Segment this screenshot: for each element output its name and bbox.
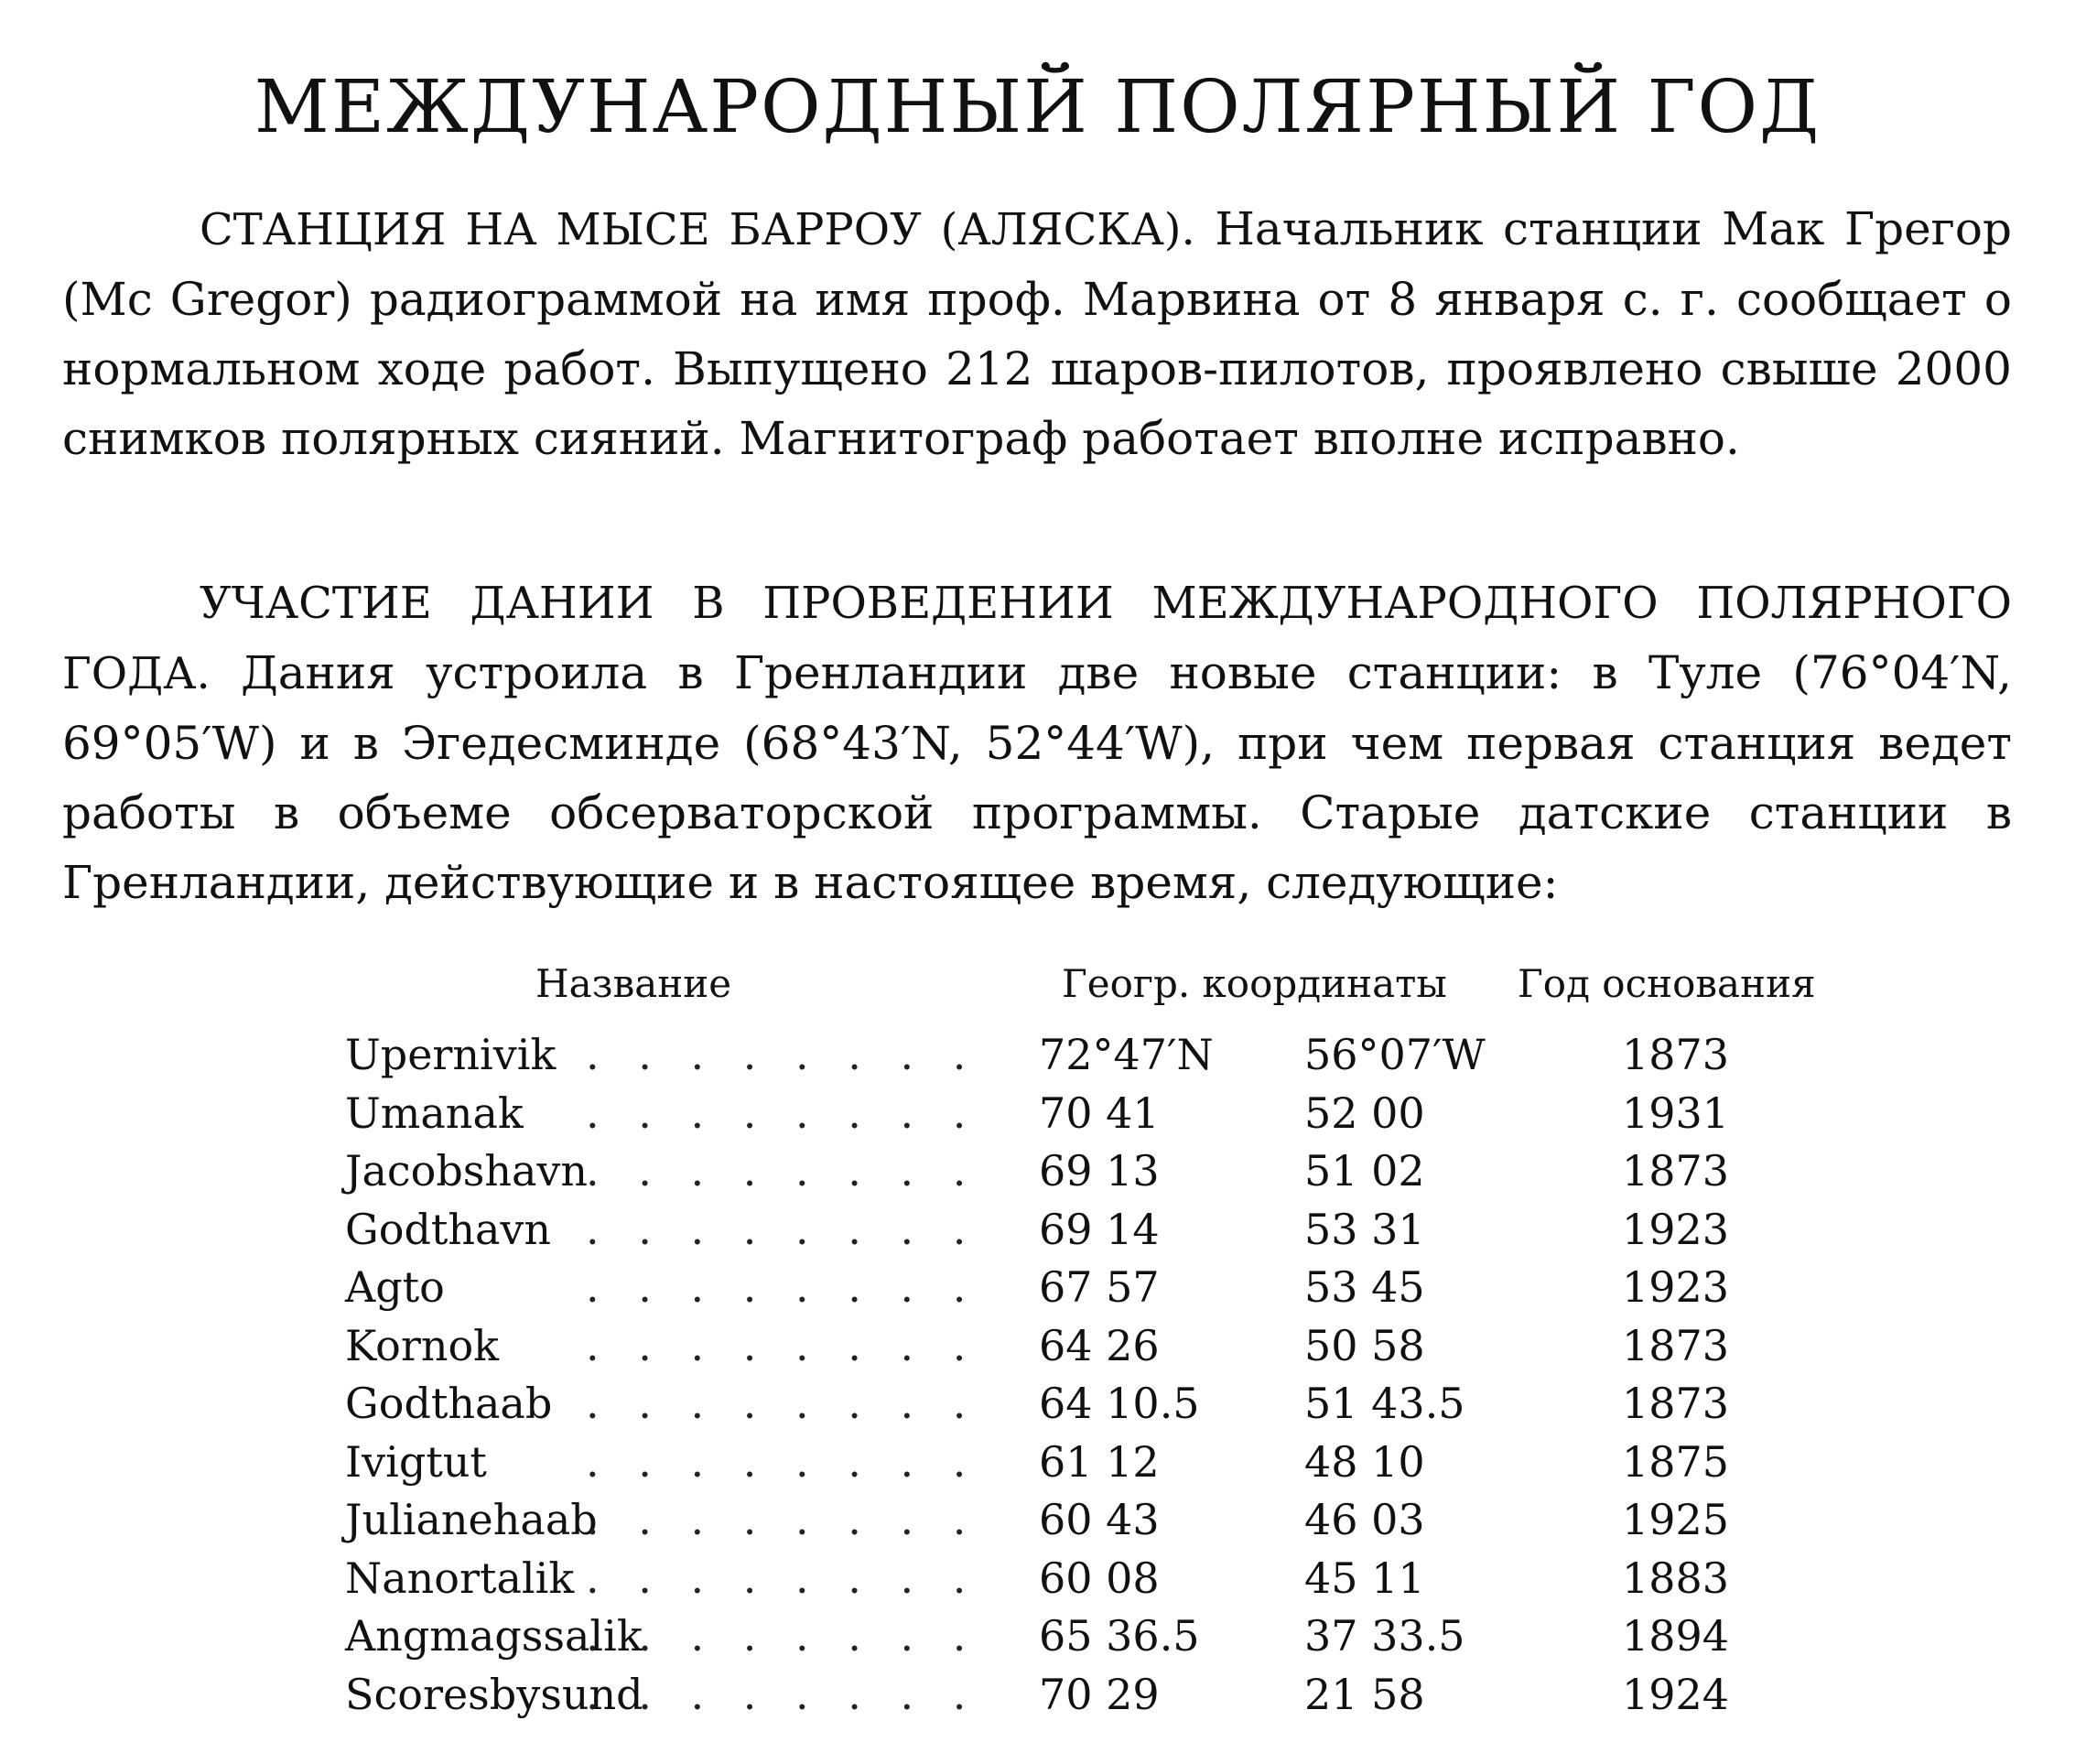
paragraph-text: Дания устроила в Гренландии две новые станции: в Туле (76°04′N, 69°05′W) и в Эгедесминде (68°43′N, 52°44′W), при чем первая станция ведет работы в объеме обсерваторской программы. Старые датские станции в Гренландии, действующие и в настоящее время, следующие: [62, 646, 2012, 909]
latitude: 69 13 [1039, 1146, 1160, 1196]
longitude: 46 03 [1304, 1495, 1425, 1544]
latitude: 69 14 [1039, 1204, 1160, 1254]
table-row [0, 1030, 2075, 1088]
latitude: 65 36.5 [1039, 1611, 1200, 1661]
table-row [0, 1321, 2075, 1380]
station-name: Agto [345, 1262, 445, 1312]
founding-year: 1883 [1622, 1553, 1730, 1603]
leader-dots: . . . . . . . . [586, 1262, 979, 1312]
station-name: Upernivik [345, 1030, 557, 1079]
leader-dots: . . . . . . . . [586, 1204, 979, 1254]
latitude: 64 26 [1039, 1320, 1160, 1370]
page-title: МЕЖДУНАРОДНЫЙ ПОЛЯРНЫЙ ГОД [254, 64, 1821, 149]
leader-dots: . . . . . . . . [586, 1669, 979, 1719]
station-name: Godthavn [345, 1204, 552, 1254]
latitude: 60 08 [1039, 1553, 1160, 1603]
latitude: 64 10.5 [1039, 1379, 1200, 1428]
table-body [0, 1030, 2075, 1727]
table-row [0, 1611, 2075, 1670]
table-row [0, 1670, 2075, 1728]
paragraph-text: Начальник станции Мак Грегор (Mc Gregor) радиограммой на имя проф. Марвина от 8 января с. г. сообщает о нормальном ходе работ. Выпущено 212 шаров-пилотов, проявлено свыше 2000 снимков полярных сияний. Магнитограф работает вполне исправно. [62, 202, 2012, 465]
table-row [0, 1553, 2075, 1612]
latitude: 70 41 [1039, 1088, 1160, 1138]
table-row [0, 1262, 2075, 1321]
paragraph-lead: УЧАСТИЕ ДАНИИ В ПРОВЕДЕНИИ МЕЖДУНАРОДНОГО ПОЛЯРНОГО ГОДА. [62, 578, 2012, 699]
founding-year: 1924 [1622, 1669, 1730, 1719]
station-name: Julianehaab [345, 1495, 598, 1544]
longitude: 53 45 [1304, 1262, 1425, 1312]
table-row [0, 1437, 2075, 1496]
station-name: Jacobshavn [345, 1146, 589, 1196]
header-name: Название [535, 961, 732, 1006]
leader-dots: . . . . . . . . [586, 1436, 979, 1487]
founding-year: 1873 [1622, 1320, 1730, 1370]
longitude: 45 11 [1304, 1553, 1425, 1603]
founding-year: 1894 [1622, 1611, 1730, 1661]
station-name: Angmagssalik [345, 1611, 643, 1661]
founding-year: 1923 [1622, 1262, 1730, 1312]
founding-year: 1931 [1622, 1088, 1730, 1138]
founding-year: 1873 [1622, 1379, 1730, 1428]
table-row [0, 1088, 2075, 1147]
leader-dots: . . . . . . . . [586, 1146, 979, 1196]
latitude: 61 12 [1039, 1436, 1160, 1487]
table-row [0, 1146, 2075, 1205]
table-row [0, 1379, 2075, 1437]
founding-year: 1875 [1622, 1436, 1730, 1487]
founding-year: 1873 [1622, 1030, 1730, 1079]
founding-year: 1923 [1622, 1204, 1730, 1254]
longitude: 51 02 [1304, 1146, 1425, 1196]
paragraph-barrow [62, 194, 2012, 473]
leader-dots: . . . . . . . . [586, 1088, 979, 1138]
longitude: 48 10 [1304, 1436, 1425, 1487]
leader-dots: . . . . . . . . [586, 1379, 979, 1428]
leader-dots: . . . . . . . . [586, 1611, 979, 1661]
header-year: Год основания [1518, 961, 1816, 1006]
table-row [0, 1205, 2075, 1263]
latitude: 70 29 [1039, 1669, 1160, 1719]
longitude: 56°07′W [1304, 1030, 1486, 1079]
founding-year: 1925 [1622, 1495, 1730, 1544]
latitude: 67 57 [1039, 1262, 1160, 1312]
station-name: Godthaab [345, 1379, 553, 1428]
station-name: Nanortalik [345, 1553, 575, 1603]
longitude: 53 31 [1304, 1204, 1425, 1254]
latitude: 60 43 [1039, 1495, 1160, 1544]
station-name: Ivigtut [345, 1436, 487, 1487]
leader-dots: . . . . . . . . [586, 1553, 979, 1603]
paragraph-denmark [62, 568, 2012, 917]
paragraph-lead: СТАНЦИЯ НА МЫСЕ БАРРОУ (АЛЯСКА). [200, 204, 1195, 255]
station-name: Kornok [345, 1320, 500, 1370]
longitude: 51 43.5 [1304, 1379, 1465, 1428]
longitude: 37 33.5 [1304, 1611, 1465, 1661]
founding-year: 1873 [1622, 1146, 1730, 1196]
leader-dots: . . . . . . . . [586, 1495, 979, 1544]
leader-dots: . . . . . . . . [586, 1320, 979, 1370]
longitude: 50 58 [1304, 1320, 1425, 1370]
longitude: 52 00 [1304, 1088, 1425, 1138]
latitude: 72°47′N [1039, 1030, 1214, 1079]
leader-dots: . . . . . . . . [586, 1030, 979, 1079]
header-coords: Геогр. координаты [1062, 961, 1447, 1006]
station-name: Umanak [345, 1088, 524, 1138]
station-name: Scoresbysund [345, 1669, 643, 1719]
table-row [0, 1495, 2075, 1553]
longitude: 21 58 [1304, 1669, 1425, 1719]
